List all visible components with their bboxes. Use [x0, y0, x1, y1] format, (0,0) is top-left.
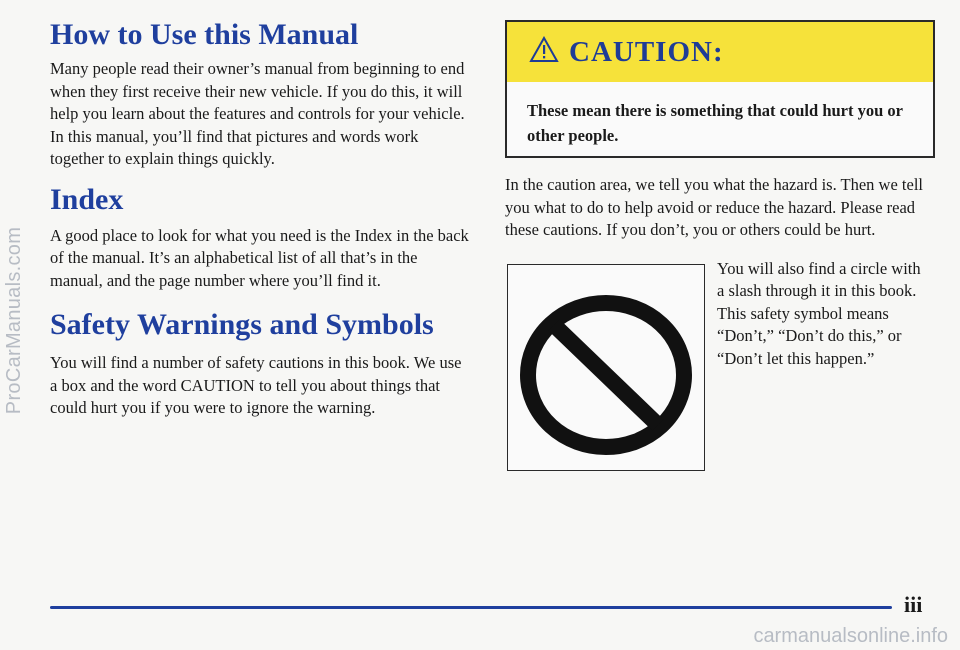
caution-body: These mean there is something that could hurt you or other people.	[527, 101, 903, 145]
right-column	[505, 20, 935, 474]
page-number: iii	[904, 592, 923, 617]
paragraph-index: A good place to look for what you need is the Index in the back of the manual. It’s an alphabetical list of all that’s in the manual, and the page number where you’ll find it.	[50, 225, 469, 290]
safety-symbol-section	[505, 258, 935, 474]
paragraph-caution-area: In the caution area, we tell you what the hazard is. Then we tell you what to do to help avoid or reduce the hazard. Please read these cautions. If you don’t, you or others could be hurt.	[505, 175, 923, 239]
heading-safety-warnings: Safety Warnings and Symbols	[50, 308, 434, 341]
heading-how-to-use: How to Use this Manual	[50, 18, 359, 51]
watermark-left-text: ProCarManuals.com	[3, 226, 26, 414]
left-column	[50, 18, 470, 420]
watermark-bottom: carmanualsonline.info	[753, 625, 948, 647]
watermark-left	[4, 40, 26, 600]
footer-rule	[50, 606, 892, 609]
warning-triangle-icon	[529, 36, 559, 68]
caution-box	[505, 20, 935, 158]
safety-symbol-frame	[507, 264, 705, 471]
paragraph-how-to-use: Many people read their owner’s manual from beginning to end when they first receive their new vehicle. If you do this, it will help you learn about the features and controls for your vehicle. In this manual, you’ll find that pictures and words work together to explain things quickly.	[50, 59, 465, 168]
caution-banner	[507, 22, 933, 82]
paragraph-safety-warnings: You will find a number of safety cautions in this book. We use a box and the word CAUTION to tell you about things that could hurt you if you were to ignore the warning.	[50, 353, 462, 417]
heading-index: Index	[50, 182, 124, 216]
paragraph-safety-symbol: You will also find a circle with a slash through it in this book. This safety symbol means “Don’t,” “Don’t do this,” or “Don’t let this happen.”	[717, 258, 921, 368]
caution-title: CAUTION:	[569, 35, 724, 68]
